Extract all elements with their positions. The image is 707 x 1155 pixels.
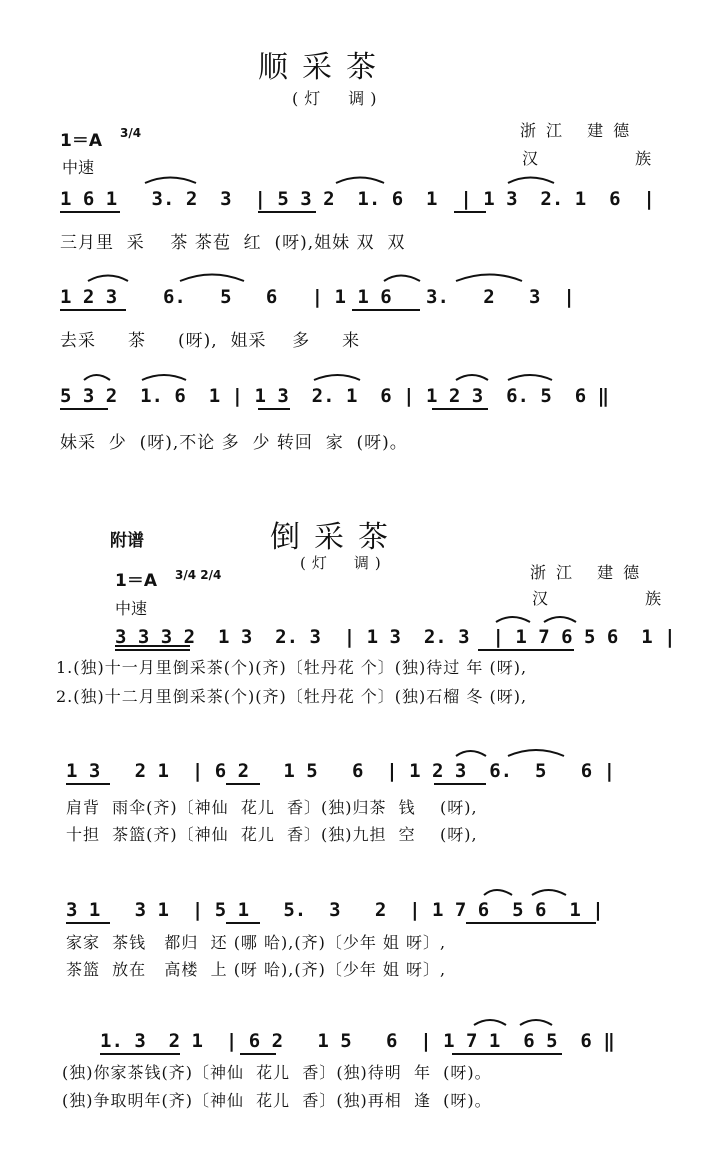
- song2-lyric-row-4a: (独)你家茶钱(齐)〔神仙 花儿 香〕(独)待明 年 (呀)。: [62, 1063, 492, 1082]
- song1-title: 顺采茶: [258, 50, 390, 85]
- song2-ethnicity: 汉 族: [532, 589, 707, 608]
- song1-ethnicity: 汉 族: [522, 149, 698, 168]
- song2-lyric-row-1a: 1.(独)十一月里倒采茶(个)(齐)〔牡丹花 个〕(独)待过 年 (呀),: [56, 658, 528, 677]
- song2-subtitle: (灯 调): [300, 554, 387, 572]
- song1-subtitle: (灯 调): [292, 89, 383, 108]
- song2-lyric-row-1b: 2.(独)十二月里倒采茶(个)(齐)〔牡丹花 个〕(独)石榴 冬 (呀),: [56, 687, 528, 706]
- song1-notation-row-3: 5 3 2 1. 6 1 | 1 3 2. 1 6 | 1 2 3 6. 5 6 ‖: [60, 385, 610, 407]
- song2-title: 倒采茶: [270, 520, 402, 555]
- song1-lyric-row-3: 妹采 少 (呀),不论 多 少 转回 家 (呀)。: [60, 433, 408, 453]
- song2-tempo: 中速: [115, 599, 148, 618]
- song2-time-signature: 3/4 2/4: [175, 568, 222, 582]
- song2-notation-row-3: 3 1 3 1 | 5 1 5. 3 2 | 1 7 6 5 6 1 |: [66, 899, 604, 921]
- song1-notation-row-1: 1 6 1 3. 2 3 | 5 3 2 1. 6 1 | 1 3 2. 1 6 |: [60, 188, 655, 210]
- song1-lyric-row-2: 去采 茶 (呀), 姐采 多 来: [60, 331, 361, 351]
- song2-lyric-row-3b: 茶篮 放在 高楼 上 (呀 哈),(齐)〔少年 姐 呀〕,: [66, 960, 447, 979]
- song1-key: 1＝A: [60, 131, 102, 151]
- song2-notation-row-1: 3 3 3 2 1 3 2. 3 | 1 3 2. 3 | 1 7 6 5 6 1 |: [115, 626, 676, 648]
- song2-lyric-row-2a: 肩背 雨伞(齐)〔神仙 花儿 香〕(独)归茶 钱 (呀),: [66, 798, 478, 817]
- song2-key: 1＝A: [115, 571, 157, 591]
- song1-tempo: 中速: [62, 158, 95, 177]
- song2-lyric-row-4b: (独)争取明年(齐)〔神仙 花儿 香〕(独)再相 逢 (呀)。: [62, 1091, 492, 1110]
- song1-region: 浙江 建德: [520, 121, 640, 140]
- song2-region: 浙江 建德: [530, 563, 650, 582]
- song1-time-signature: 3/4: [120, 126, 142, 140]
- song2-notation-row-2: 1 3 2 1 | 6 2 1 5 6 | 1 2 3 6. 5 6 |: [66, 760, 616, 782]
- song2-lyric-row-3a: 家家 茶钱 都归 还 (哪 哈),(齐)〔少年 姐 呀〕,: [66, 933, 447, 952]
- song1-notation-row-2: 1 2 3 6. 5 6 | 1 1 6 3. 2 3 |: [60, 286, 575, 308]
- appendix-label: 附谱: [110, 531, 144, 551]
- song2-lyric-row-2b: 十担 茶篮(齐)〔神仙 花儿 香〕(独)九担 空 (呀),: [66, 825, 478, 844]
- song1-lyric-row-1: 三月里 采 茶 茶苞 红 (呀),姐妹 双 双: [60, 233, 406, 253]
- song2-notation-row-4: 1. 3 2 1 | 6 2 1 5 6 | 1 7 1 6 5 6 ‖: [100, 1030, 615, 1052]
